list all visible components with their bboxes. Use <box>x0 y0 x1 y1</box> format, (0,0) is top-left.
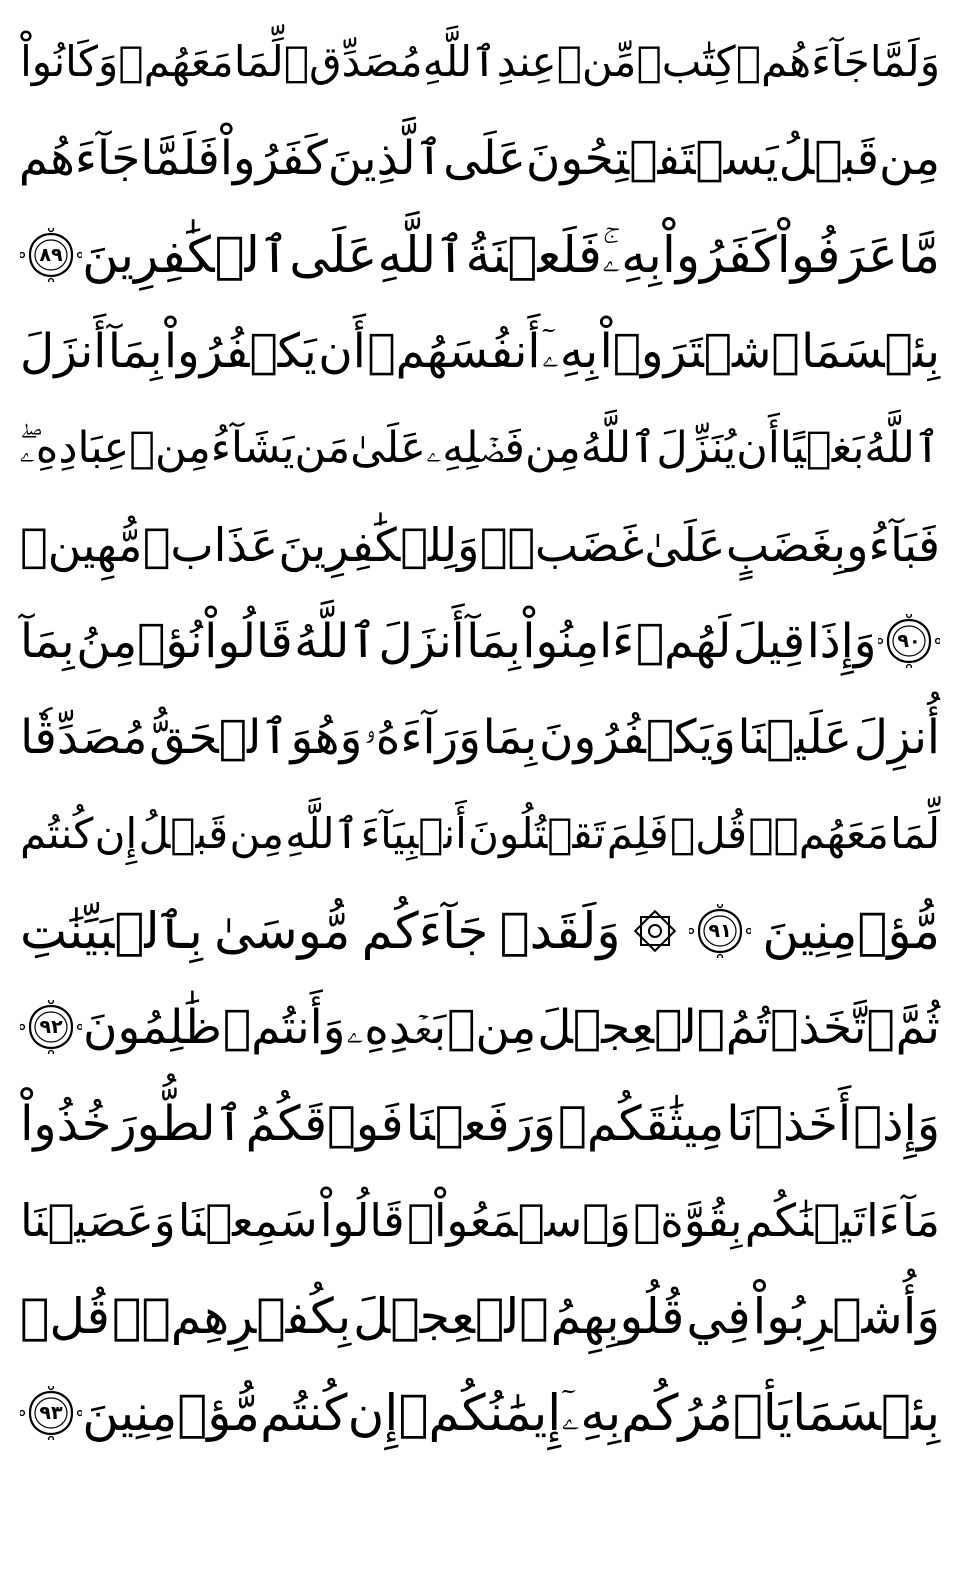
quran-word: لَهُمۡ <box>635 613 732 669</box>
quran-word: مَّا <box>897 226 940 285</box>
quran-word: ٱلۡعِجۡلَ <box>537 999 725 1055</box>
text-line <box>20 497 940 594</box>
quran-word: عِندِ <box>496 37 557 87</box>
quran-word: مُّؤۡمِنِينَ <box>762 901 940 960</box>
quran-word: ٱللَّهِ <box>285 809 360 859</box>
quran-word: مِن <box>525 422 581 473</box>
quran-word: وَيَكۡفُرُونَ <box>538 710 736 766</box>
quran-word: يَأۡمُرُكُم <box>621 1384 792 1443</box>
quran-word: قَبۡلُ <box>778 131 880 187</box>
quran-word: مِنۢ <box>447 999 537 1055</box>
quran-word: جَآءَهُم <box>18 131 141 187</box>
quran-word: فَبَآءُو <box>846 517 940 572</box>
quran-word: ثُمَّ <box>895 999 940 1055</box>
text-line <box>20 690 940 787</box>
text-line <box>20 593 940 690</box>
quran-word: كَفَرُواْ <box>219 131 328 187</box>
quran-word: جَآءَكُم <box>361 901 489 960</box>
ayah-number: ٩٣ <box>39 1402 63 1425</box>
quran-word: عَرَفُواْ <box>776 226 898 285</box>
text-line <box>20 207 940 304</box>
quran-word: بِئۡسَمَا <box>801 324 940 380</box>
ayah-end-marker <box>20 1386 82 1440</box>
quran-word: فَلَعۡنَةُ <box>465 226 602 285</box>
quran-word: قَبۡلُ <box>138 809 229 859</box>
quran-word: بِٱلۡبَيِّنَٰتِ <box>20 901 203 960</box>
quran-word: قَالُواْ <box>319 1193 405 1247</box>
quran-word: يَشَآءُ <box>210 422 295 473</box>
quran-word: خُذُواْ <box>20 1095 112 1152</box>
quran-word: عَلَىٰ <box>350 422 426 473</box>
quran-word: بِهِۦٓ <box>561 1384 622 1443</box>
quran-word: وَعَصَيۡنَا <box>20 1193 176 1247</box>
quran-word: مُصَدِّقٞ <box>283 37 423 87</box>
quran-word: أَنزَلَ <box>378 613 465 669</box>
quran-word: بَعۡدِهِۦ <box>346 999 447 1055</box>
quran-word: وَإِذَا <box>806 613 877 669</box>
quran-word: فِي <box>686 1288 751 1346</box>
quran-word: عَلَى <box>289 226 378 285</box>
quran-word: كِتَٰبٞ <box>636 37 736 87</box>
quran-word: وَأُشۡرِبُواْ <box>752 1288 940 1346</box>
quran-word: ٱللَّهُ <box>294 613 377 669</box>
quran-word: قِيلَ <box>732 613 806 669</box>
quran-word: ٱلطُّورَ <box>113 1095 244 1152</box>
quran-word: إِن <box>94 809 138 859</box>
quran-word: لِّمَا <box>233 37 284 87</box>
quran-word: وَرَآءَهُۥ <box>364 710 481 766</box>
quran-word: قُلۡ <box>669 809 748 859</box>
quran-word: أَنفُسَهُمۡ <box>367 324 541 380</box>
quran-word: وَٱسۡمَعُواْۖ <box>406 1193 631 1247</box>
quran-word: مُّهِينٞ <box>20 517 143 572</box>
quran-word: فَوۡقَكُمُ <box>245 1095 404 1152</box>
quran-word: يَسۡتَفۡتِحُونَ <box>525 131 779 187</box>
quran-word: وَكَانُواْ <box>20 37 119 87</box>
quran-word: ٱشۡتَرَوۡاْ <box>599 324 800 380</box>
quran-word: جَآءَهُمۡ <box>735 37 870 87</box>
text-line <box>20 1172 940 1269</box>
quran-word: إِيمَٰنُكُمۡ <box>398 1384 562 1443</box>
quran-word: مُصَدِّقٗا <box>20 710 148 766</box>
text-line <box>20 111 940 208</box>
quran-word: بِئۡسَمَا <box>792 1384 940 1443</box>
quran-word: مَن <box>294 422 351 473</box>
quran-word: أَنۢبِيَآءَ <box>360 809 467 859</box>
text-line <box>20 883 940 980</box>
quran-word: يُنَزِّلَ <box>656 422 737 473</box>
ayah-end-marker <box>20 1000 82 1054</box>
quran-word: فَلِمَ <box>606 809 669 859</box>
quran-word: فَلَمَّا <box>140 131 220 187</box>
quran-word: بِمَآ <box>107 324 163 380</box>
ayah-number: ٨٩ <box>39 244 63 267</box>
quran-word: عَلَىٰ <box>644 517 726 572</box>
quran-word: مِن <box>229 809 284 859</box>
quran-word: ٱللَّهِ <box>422 37 497 87</box>
quran-word: مُّوسَىٰ <box>214 901 351 960</box>
quran-word: أُنزِلَ <box>853 710 940 766</box>
quran-word: قُلُوبِهِمُ <box>550 1288 685 1346</box>
text-line <box>20 400 940 497</box>
quran-word: بِمَآ <box>466 613 521 669</box>
quran-word: وَرَفَعۡنَا <box>405 1095 556 1152</box>
quran-word: مَعَهُمۡ <box>118 37 234 87</box>
quran-word: أَن <box>736 422 780 473</box>
quran-word: كُنتُم <box>20 809 94 859</box>
quran-word: مِّنۡ <box>556 37 637 87</box>
quran-word: ٱلۡحَقُّ <box>149 710 289 766</box>
quran-word: وَلِلۡكَٰفِرِينَ <box>278 517 480 572</box>
text-line <box>20 304 940 401</box>
quran-word: مِيثَٰقَكُمۡ <box>558 1095 725 1152</box>
ayah-number: ٩١ <box>708 919 732 942</box>
quran-word: وَلَمَّا <box>869 37 940 87</box>
quran-word: بَغۡيًا <box>779 422 865 473</box>
quran-word: ٱللَّهِ <box>377 226 466 285</box>
text-line <box>20 1269 940 1366</box>
quran-word: سَمِعۡنَا <box>177 1193 318 1247</box>
quran-word: نُؤۡمِنُ <box>76 613 203 669</box>
quran-word: مَآ <box>902 1193 940 1247</box>
text-line <box>20 786 940 883</box>
quran-word: ٱلۡعِجۡلَ <box>353 1288 549 1346</box>
quran-word: مُّؤۡمِنِينَ <box>82 1384 260 1443</box>
quran-word: بِكُفۡرِهِمۡۚ <box>111 1288 352 1346</box>
quran-word: غَضَبٖۚ <box>479 517 645 572</box>
quran-word: قَالُواْ <box>204 613 293 669</box>
ayah-end-marker <box>689 904 751 958</box>
quran-word: ٱللَّهُ <box>864 422 940 473</box>
ayah-number: ٩٢ <box>39 1016 63 1039</box>
text-line <box>20 14 940 111</box>
quran-word: عَلَيۡنَا <box>737 710 853 766</box>
quran-word: بِمَآ <box>20 613 75 669</box>
quran-word: مِن <box>879 131 940 187</box>
quran-word: فَضۡلِهِۦ <box>425 422 525 473</box>
quran-word: ٱللَّهُ <box>580 422 657 473</box>
quran-word: كُنتُم <box>260 1384 348 1443</box>
quran-word: عَذَابٞ <box>142 517 279 572</box>
text-line <box>20 1076 940 1173</box>
quran-word: ءَامِنُواْ <box>522 613 635 669</box>
quran-word: مِنۡ <box>129 422 211 473</box>
quran-word: بِهِۦٓ <box>541 324 599 380</box>
text-line <box>20 1365 940 1462</box>
text-line <box>20 979 940 1076</box>
quran-word: قُلۡ <box>20 1288 110 1346</box>
quran-word: مَعَهُمۡۗ <box>748 809 889 859</box>
quran-word: لِّمَا <box>890 809 940 859</box>
quran-word: وَإِذۡ <box>853 1095 940 1152</box>
quran-word: ٱلَّذِينَ <box>327 131 444 187</box>
quran-word: أَخَذۡنَا <box>726 1095 852 1152</box>
quran-word: بِمَا <box>482 710 538 766</box>
quran-word: تَقۡتُلُونَ <box>468 809 606 859</box>
quran-word: بِهِۦۚ <box>602 226 662 285</box>
quran-word: وَهُوَ <box>290 710 363 766</box>
ayah-number: ٩٠ <box>897 630 921 653</box>
quran-word: ءَاتَيۡنَٰكُم <box>744 1193 900 1247</box>
quran-word: بِقُوَّةٖ <box>633 1193 743 1247</box>
quran-word: عَلَى <box>443 131 526 187</box>
quran-word: كَفَرُواْ <box>661 226 777 285</box>
ayah-end-marker <box>878 614 940 668</box>
quran-word: ظَٰلِمُونَ <box>83 999 222 1055</box>
quran-word: بِغَضَبٍ <box>725 517 846 572</box>
quran-word: عِبَادِهِۦۖ <box>19 422 130 473</box>
quran-word: ٱلۡكَٰفِرِينَ <box>82 226 290 285</box>
hizb-marker <box>632 908 678 954</box>
quran-word: يَكۡفُرُواْ <box>163 324 317 380</box>
quran-word: أَنزَلَ <box>20 324 107 380</box>
quran-word: وَأَنتُمۡ <box>222 999 346 1055</box>
ayah-end-marker <box>20 228 82 282</box>
quran-word: إِن <box>347 1384 399 1443</box>
quran-word: وَلَقَدۡ <box>499 901 621 960</box>
quran-word: ٱتَّخَذۡتُمُ <box>725 999 895 1055</box>
quran-word: أَن <box>318 324 366 380</box>
